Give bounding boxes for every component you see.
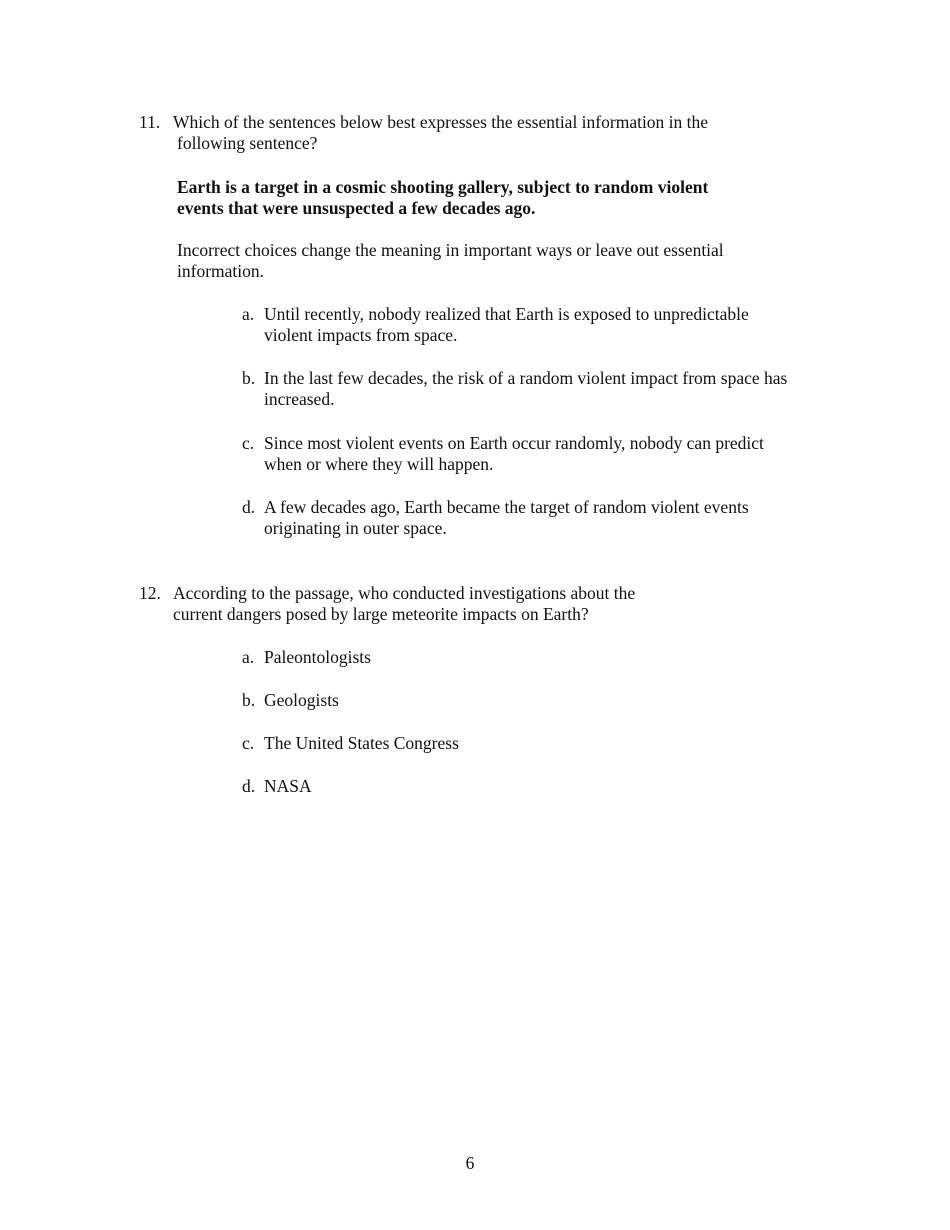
- question-stem-line: According to the passage, who conducted investigations about the: [173, 583, 636, 603]
- question-number: 11.: [139, 112, 161, 132]
- option-text-line: violent impacts from space.: [264, 325, 458, 345]
- question-stem-line: current dangers posed by large meteorite impacts on Earth?: [173, 604, 589, 624]
- option-letter: b.: [242, 368, 256, 388]
- option-letter: a.: [242, 647, 255, 667]
- instruction-line: Incorrect choices change the meaning in important ways or leave out essential: [177, 240, 724, 260]
- page-number: 6: [465, 1153, 475, 1173]
- option-letter: a.: [242, 304, 255, 324]
- option-text: Paleontologists: [264, 647, 371, 667]
- option-letter: b.: [242, 690, 256, 710]
- option-text: The United States Congress: [264, 733, 459, 753]
- option-letter: c.: [242, 433, 255, 453]
- option-text-line: when or where they will happen.: [264, 454, 494, 474]
- highlighted-sentence-line: events that were unsuspected a few decades ago.: [177, 198, 536, 218]
- option-text-line: increased.: [264, 389, 335, 409]
- option-letter: d.: [242, 776, 256, 796]
- option-letter: d.: [242, 497, 256, 517]
- option-letter: c.: [242, 733, 255, 753]
- option-text-line: A few decades ago, Earth became the target of random violent events: [264, 497, 749, 517]
- option-text-line: In the last few decades, the risk of a random violent impact from space has: [264, 368, 788, 388]
- instruction-line: information.: [177, 261, 264, 281]
- highlighted-sentence-line: Earth is a target in a cosmic shooting gallery, subject to random violent: [177, 177, 709, 197]
- option-text: NASA: [264, 776, 312, 796]
- option-text-line: Since most violent events on Earth occur randomly, nobody can predict: [264, 433, 764, 453]
- question-stem-line: following sentence?: [177, 133, 318, 153]
- option-text: Geologists: [264, 690, 339, 710]
- option-text-line: originating in outer space.: [264, 518, 447, 538]
- option-text-line: Until recently, nobody realized that Earth is exposed to unpredictable: [264, 304, 749, 324]
- question-stem-line: Which of the sentences below best expresses the essential information in the: [173, 112, 709, 132]
- question-number: 12.: [139, 583, 161, 603]
